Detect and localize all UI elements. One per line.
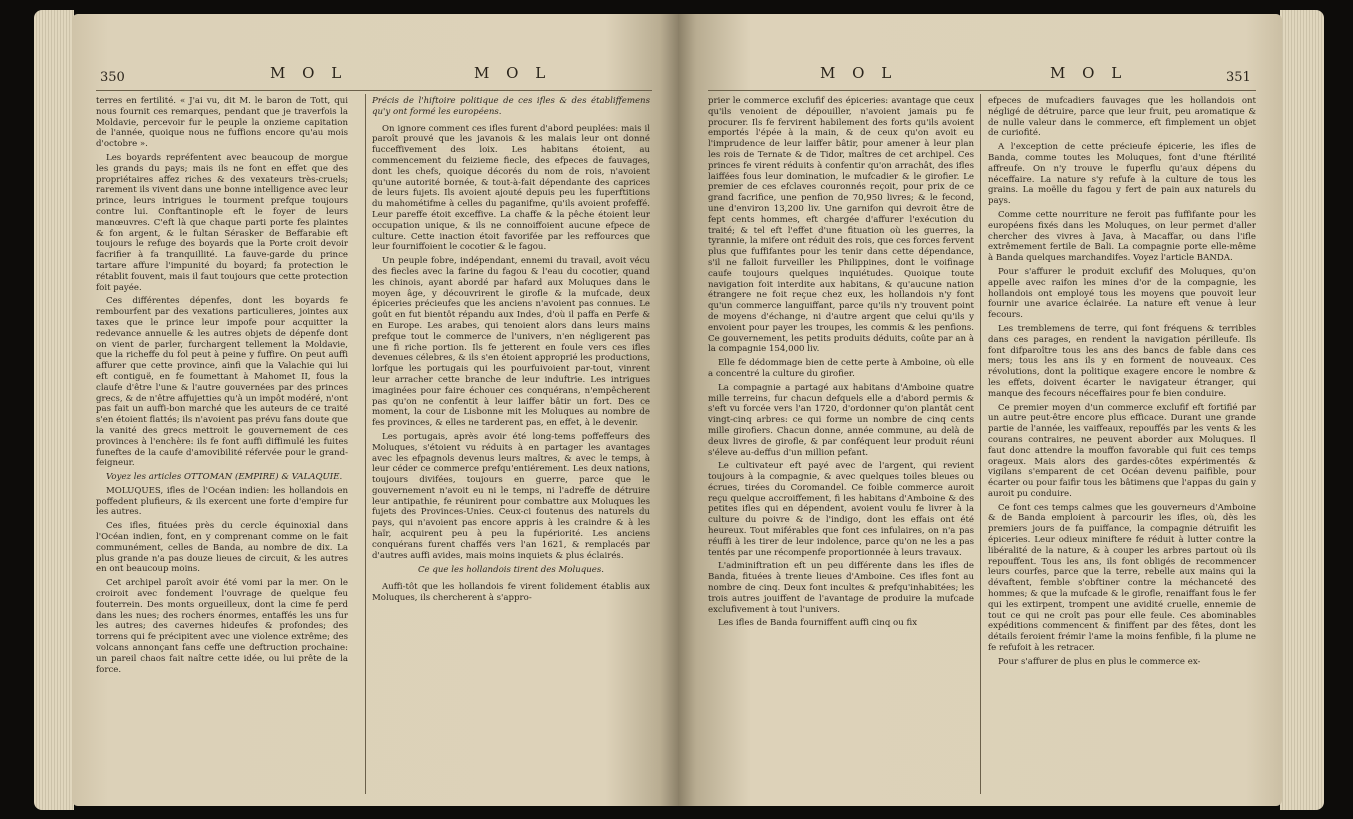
paragraph: Elle fe dédommage bien de cette perte à Amboine, où elle a concentré la culture du girofier. — [708, 358, 974, 379]
paragraph: Le cultivateur eft payé avec de l'argent, qui revient toujours à la compagnie, & avec quelques toiles bleues ou écrues, tirées du Coromandel. Ce foible commerce auroit reçu quelque accroiffement, fi les habitans d'Amboine & des petites ifles qui en dépendent, avoient voulu fe livrer à la culture du poivre & de l'indigo, dont les effais ont été heureux. Tout miférables que font ces infulaires, on n'a pas réuffi à les tirer de leur indolence, parce qu'on ne les a pas tentés par une récompenfe proportionnée à leurs travaux. — [708, 461, 974, 558]
paragraph: On ignore comment ces ifles furent d'abord peuplées: mais il paroît prouvé que les javanois & les malais leur ont donné fucceffivement des loix. Les habitans étoient, au commencement du feizieme fiecle, des efpeces de fauvages, dont les chefs, quoique décorés du nom de rois, n'avoient qu'une autorité bornée, & tout-à-fait dépendante des caprices de leurs fujets. Ils avoient ajouté depuis peu les fuperftitions du mahométifme à celles du paganifme, qu'ils avoient profeffé. Leur pareffe étoit exceffive. La chaffe & la pêche étoient leur occupation unique, & ils ne connoiffoient aucune efpece de culture. Cette inaction étoit favorifée par les reffources que leur fourniffoient le cocotier & le fagou. — [372, 123, 650, 253]
paragraph: prier le commerce exclufif des épiceries: avantage que ceux qu'ils venoient de dépouiller, n'avoient jamais pu fe procurer. Ils fe fervirent habilement des forts qu'ils avoient emportés l'épée à la main, & de ceux qu'on avoit eu l'imprudence de leur laiffer bâtir, pour amener à leur plan les rois de Ternate & de Tidor, maîtres de cet archipel. Ces princes fe virent réduits à confentir qu'on arrachât, des ifles laiffées fous leur domination, le mufcadier & le girofier. Le premier de ces efclaves couronnés reçoit, pour prix de ce grand facrifice, une penfion de 70,950 livres; & le fecond, une d'environ 13,200 liv. Une garnifon qui devroit être de fept cents hommes, eft chargée d'affurer l'exécution du traité; & tel eft l'effet d'une fituation où les guerres, la tyrannie, la mifere ont réduit des rois, que ces forces fervent plus que fuffifantes pour les tenir dans cette dépendance, s'il ne falloit furveiller les Philippines, dont le voifinage caufe toujours quelques inquiétudes. Quoique toute navigation foit interdite aux habitans, & qu'aucune nation étrangere ne foit reçue chez eux, les hollandois n'y font qu'un commerce languiffant, parce qu'ils n'y trouvent point de moyens d'échange, ni d'autre argent que celui qu'ils y envoient pour payer les troupes, les commis & les penfions. Ce gouvernement, les petits produits déduits, coûte par an à la compagnie 154,000 liv. — [708, 96, 974, 355]
right-page — [678, 14, 1282, 806]
left-column — [708, 96, 974, 632]
column-rule — [365, 94, 366, 794]
right-column — [988, 96, 1256, 671]
right-column — [372, 96, 650, 607]
section-title: Précis de l'hiftoire politique de ces ifles & des établiffemens qu'y ont formé les européens. — [372, 96, 650, 117]
running-header-left: M O L — [270, 64, 348, 82]
section-subtitle: Ce que les hollandois tirent des Moluques. — [417, 565, 605, 576]
running-header-right: M O L — [1050, 64, 1128, 82]
paragraph: Les tremblemens de terre, qui font fréquens & terribles dans ces parages, en rendent la navigation périlleufe. Ils font difparoître tous les ans des bancs de fable dans ces mers; tous les ans ils y en forment de nouveaux. Ces révolutions, dont la politique exagere encore le nombre & les effets, doivent écarter le navigateur étranger, qui manque des fecours néceffaires pour fe bien conduire. — [988, 323, 1256, 399]
paragraph: La compagnie a partagé aux habitans d'Amboine quatre mille terreins, fur chacun defquels elle a d'abord permis & s'eft vu forcée vers l'an 1720, d'ordonner qu'on plantât cent vingt-cinq arbres: ce qui forme un nombre de cinq cents mille girofiers. Chacun donne, année commune, au delà de deux livres de girofle, & par conféquent leur produit réuni s'éleve au-deffus d'un million pefant. — [708, 382, 974, 458]
paragraph: Auffi-tôt que les hollandois fe virent folidement établis aux Moluques, ils chercherent à s'appro- — [372, 582, 650, 604]
left-page-edges — [34, 10, 74, 810]
paragraph: Ces différentes dépenfes, dont les boyards fe rembourfent par des vexations particulieres, jointes aux taxes que le prince leur impofe pour acquitter la redevance annuelle & les autres objets de dépenfe dont on vient de parler, furchargent tellement la Moldavie, que la richeffe du fol peut à peine y fuffire. On peut auffi affurer que cette province, ainfi que la Valachie qui lui eft contiguë, en fe foumettant à Mahomet II, fous la claufe d'être l'une & l'autre gouvernées par des princes grecs, & de n'être affujetties qu'à un impôt modéré, n'ont pas fait un auffi-bon marché que les auteurs de ce traité s'en étoient flattés; ils n'avoient pas prévu fans doute que la vanité des grecs mettroit le gouvernement de ces provinces à l'enchère: ils fe font auffi diffimulé les fuites funeftes de la caufe d'amovibilité réfervée pour le grand-feigneur. — [96, 296, 348, 469]
paragraph: Cet archipel paroît avoir été vomi par la mer. On le croiroit avec fondement l'ouvrage de quelque feu fouterrein. Des monts orgueilleux, dont la cime fe perd dans les nues; des rochers énormes, entaffés les uns fur les autres; des cavernes hideufes & profondes; des torrens qui fe précipitent avec une violence extrême; des volcans annonçant fans ceffe une deftruction prochaine: un pareil chaos fait naître cette idée, ou lui prête de la force. — [96, 578, 348, 675]
paragraph: Les ifles de Banda fourniffent auffi cinq ou fix — [718, 618, 918, 629]
right-page-edges — [1280, 10, 1324, 810]
paragraph: Les boyards repréfentent avec beaucoup de morgue les grands du pays; mais ils ne font en effet que des propriétaires affez riches & des vexateurs très-cruels; rarement ils vivent dans une bonne intelligence avec leur prince, leurs intrigues le tourment prefque toujours contre lui. Conftantinople eft le foyer de leurs manœuvres. C'eft là que chaque parti porte fes plaintes & fon argent, & le fultan Sérasker de Beffarabie eft toujours le refuge des boyards que la Porte croit devoir facrifier à fa tranquillité. La fauve-garde du prince tartare affure l'impunité du boyard; fa protection le rétablit fouvent, mais il faut toujours que cette protection foit payée. — [96, 152, 348, 293]
entry-moluques: MOLUQUES, ifles de l'Océan indien: les hollandois en poffedent plufieurs, & ils exercent une forte d'empire fur les autres. — [96, 485, 348, 518]
paragraph: Un peuple fobre, indépendant, ennemi du travail, avoit vécu des fiecles avec la farine du fagou & l'eau du cocotier, quand les chinois, ayant abordé par hafard aux Moluques dans le moyen âge, y découvrirent le girofle & la mufcade, deux épiceries précieufes que les anciens n'avoient pas connues. Le goût en fut bientôt répandu aux Indes, d'où il paffa en Perfe & en Europe. Les arabes, qui tenoient alors dans leurs mains prefque tout le commerce de l'univers, n'en négligerent pas une fi riche portion. Ils fe jetterent en foule vers ces ifles devenues célebres, & ils s'en étoient approprié les productions, lorfque les portugais qui les pourfuivoient par-tout, vinrent leur arracher cette branche de leur induftrie. Les intrigues imaginées pour faire échouer ces conquérans, n'empêcherent pas qu'on ne confentit à leur laiffer bâtir un fort. Des ce moment, la cour de Lisbonne mit les Moluques au nombre de fes provinces, & elles ne tarderent pas, en effet, à le devenir. — [372, 256, 650, 429]
left-column — [96, 96, 348, 678]
left-page — [72, 14, 678, 806]
paragraph: Ce font ces temps calmes que les gouverneurs d'Amboine & de Banda emploient à parcourir les ifles, où, dès les premiers jours de fa puiffance, la compagnie détruifit les épiceries. Leur odieux miniftere fe réduit à lutter contre la libéralité de la nature, & à couper les arbres partout où ils repouffent. Tous les ans, ils font obligés de recommencer leurs courfes, parce que la terre, rebelle aux mains qui la dévaftent, femble s'obftiner contre la méchanceté des hommes; & que la mufcade & le girofle, renaiffant fous le fer qui les extirpent, trompent une avidité cruelle, ennemie de tout ce qui ne croît pas pour elle feule. Ces abominables expéditions commencent & finiffent par des fêtes, dont les détails feroient frémir l'ame la moins fenfible, fi la plume ne fe refufoit à les retracer. — [988, 502, 1256, 654]
paragraph: Pour s'affurer le produit exclufif des Moluques, qu'on appelle avec raifon les mines d'or de la compagnie, les hollandois ont employé tous les moyens que pouvoit leur fournir une avarice éclairée. La nature eft venue à leur fecours. — [988, 266, 1256, 321]
column-rule — [980, 94, 981, 794]
paragraph: Pour s'affurer de plus en plus le commerce ex- — [998, 656, 1201, 667]
running-header-left: M O L — [820, 64, 898, 82]
paragraph: Ces ifles, fituées près du cercle équinoxial dans l'Océan indien, font, en y comprenant comme on le fait communément, celles de Banda, au nombre de dix. La plus grande n'a pas douze lieues de circuit, & les autres en ont beaucoup moins. — [96, 521, 348, 575]
page-number: 350 — [100, 70, 125, 85]
paragraph: efpeces de mufcadiers fauvages que les hollandois ont négligé de détruire, parce que leur fruit, peu aromatique & de nulle valeur dans le commerce, eft fimplement un objet de curiofité. — [988, 96, 1256, 139]
paragraph: A l'exception de cette précieufe épicerie, les ifles de Banda, comme toutes les Moluques, font d'une ftérilité affreufe. On n'y trouve le fuperflu qu'aux dépens du néceffaire. La nature s'y refufe à la culture de tous les grains. La moëlle du fagou y fert de pain aux naturels du pays. — [988, 142, 1256, 207]
paragraph: Ce premier moyen d'un commerce exclufif eft fortifié par un autre peut-être encore plus efficace. Durant une grande partie de l'année, les vaiffeaux, repouffés par les vents & les courans contraires, ne peuvent aborder aux Moluques. Il faut donc attendre la mouffon favorable qui fuit ces temps orageux. Mais alors des gardes-côtes expérimentés & vigilans s'emparent de cet Océan devenu paifible, pour écarter ou pour faifir tous les bâtimens que l'appas du gain y auroit pu conduire. — [988, 402, 1256, 499]
cross-reference: Voyez les articles OTTOMAN (EMPIRE) & VALAQUIE. — [106, 472, 343, 483]
paragraph: terres en fertilité. « J'ai vu, dit M. le baron de Tott, qui nous fournit ces remarques, pendant que je traverfois la Moldavie, percevoir fur le peuple la onzieme capitation de l'année, quoique nous ne fuffions encore qu'au mois d'octobre ». — [96, 96, 348, 150]
running-header-right: M O L — [474, 64, 552, 82]
paragraph: L'adminiftration eft un peu différente dans les ifles de Banda, fituées à trente lieues d'Amboine. Ces ifles font au nombre de cinq. Deux font incultes & prefqu'inhabitées; les trois autres jouiffent de l'avantage de produire la mufcade exclufivement à tout l'univers. — [708, 561, 974, 615]
paragraph: Les portugais, après avoir été long-tems poffeffeurs des Moluques, s'étoient vu réduits à en partager les avantages avec les efpagnols devenus leurs maîtres, & avec le temps, à leur céder ce commerce prefqu'entiérement. Les deux nations, toujours divifées, toujours en guerre, parce que le gouvernement n'avoit eu ni le temps, ni l'adreffe de détruire leur antipathie, fe réunirent pour combattre aux Moluques les fujets des Provinces-Unies. Ceux-ci foutenus des naturels du pays, qui n'avoient pas encore appris à les craindre & à les haïr, acquirent peu à peu la fupériorité. Les anciens conquérans furent chaffés vers l'an 1621, & remplacés par d'autres auffi avides, mais moins inquiets & plus éclairés. — [372, 431, 650, 561]
header-rule — [708, 90, 1256, 91]
paragraph: Comme cette nourriture ne feroit pas fuffifante pour les européens fixés dans les Moluques, on leur permet d'aller chercher des vivres à Java, à Macaffar, ou dans l'ifle extrêmement fertile de Bali. La compagnie porte elle-même à Banda quelques marchandifes. Voyez l'article BANDA. — [988, 209, 1256, 264]
header-rule — [96, 90, 652, 91]
page-number: 351 — [1226, 70, 1251, 85]
